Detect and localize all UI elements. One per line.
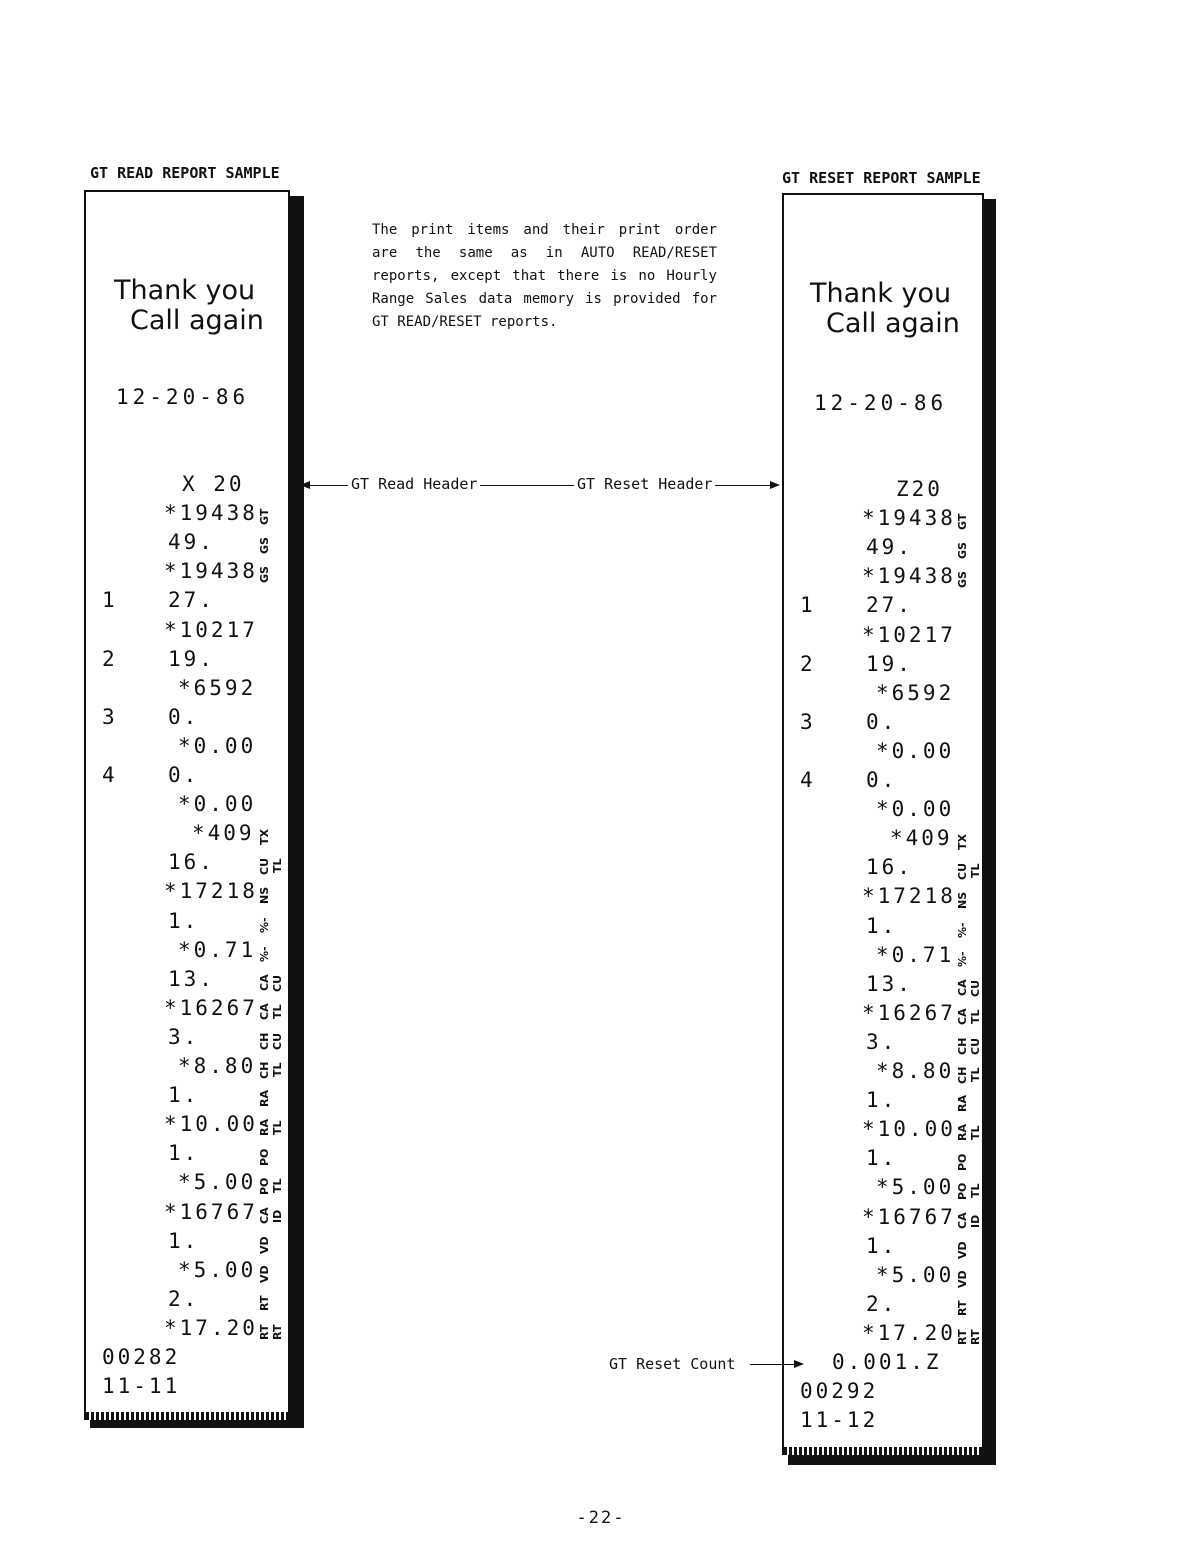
read-report-line-code: PO TL xyxy=(258,1177,284,1196)
read-report-line-code: RT RT xyxy=(258,1324,284,1340)
reset-report-line-code: CA TL xyxy=(956,1008,982,1026)
reset-report-line-code: CA CU xyxy=(956,979,982,997)
read-report-line-value: *5.00 xyxy=(178,1170,257,1195)
reset-report-line-value: *0.71 xyxy=(876,942,955,967)
read-report-line xyxy=(86,850,288,879)
read-report-line-code: GS xyxy=(258,537,271,555)
read-report-line xyxy=(86,647,288,676)
reset-report-line xyxy=(784,623,982,652)
read-thanks-line-2: Call again xyxy=(130,305,264,336)
reset-report-line-code xyxy=(956,685,976,709)
reset-report-title: GT RESET REPORT SAMPLE xyxy=(782,169,981,187)
reset-report-line-code: RA TL xyxy=(956,1124,982,1142)
read-report-line-value: 27. xyxy=(168,588,215,613)
read-header-arrow xyxy=(300,481,310,489)
read-report-line xyxy=(86,472,288,501)
read-report-line-code: CH CU xyxy=(258,1032,284,1050)
read-report-line-value: 16. xyxy=(168,850,215,875)
read-report-line-value: *17218 xyxy=(164,879,258,904)
reset-report-line xyxy=(784,1117,982,1146)
reset-report-line xyxy=(784,855,982,884)
read-report-line-code: %- xyxy=(258,945,271,962)
reset-report-line xyxy=(784,506,982,535)
read-report-line-value: *5.00 xyxy=(178,1257,257,1282)
read-report-line-code: CA TL xyxy=(258,1003,284,1021)
reset-report-line-code: CH TL xyxy=(956,1066,982,1084)
reset-report-line-value: 0. xyxy=(866,709,898,734)
read-report-line xyxy=(86,1200,288,1229)
reset-report-line-value: 3. xyxy=(866,1029,898,1054)
reset-report-line xyxy=(784,1205,982,1234)
reset-report-line-value: *8.80 xyxy=(876,1059,955,1083)
reset-report-line-code xyxy=(956,656,976,680)
reset-report-line xyxy=(784,1175,982,1204)
read-report-line-value: *16267 xyxy=(164,995,258,1020)
reset-report-line-code xyxy=(956,1412,976,1436)
reset-report-line-code: RT RT xyxy=(956,1329,982,1345)
reset-report-line xyxy=(784,1263,982,1292)
read-report-line-code xyxy=(258,738,278,762)
read-report-line-value: 0. xyxy=(168,763,200,787)
reset-report-line xyxy=(784,593,982,622)
read-report-line-value: *16767 xyxy=(164,1199,258,1224)
reset-report-line-code: GT xyxy=(956,513,969,531)
read-report-line-value: *0.71 xyxy=(178,937,257,962)
reset-report-line-code: GS xyxy=(956,542,969,560)
reset-report-line-code xyxy=(956,1354,976,1378)
reset-header-callout: GT Reset Header xyxy=(574,475,715,493)
read-report-line-code: CU TL xyxy=(258,857,284,875)
reset-report-line-code: CH CU xyxy=(956,1037,982,1055)
reset-report-line-code xyxy=(956,714,976,738)
read-report-line-value: *10217 xyxy=(164,617,258,642)
reset-report-line-code: VD xyxy=(956,1240,969,1259)
read-report-line-value: *8.80 xyxy=(178,1054,257,1078)
read-header-callout: GT Read Header xyxy=(348,475,480,493)
read-report-line-code: NS xyxy=(258,886,271,904)
reset-report-line-code: PO TL xyxy=(956,1182,982,1201)
reset-report-line-code: RT xyxy=(956,1300,969,1316)
reset-report-line-value: 16. xyxy=(866,855,913,880)
read-report-line-number: 1 xyxy=(102,588,115,613)
reset-report-line xyxy=(784,710,982,739)
reset-report-line-value: *19438 xyxy=(862,564,956,589)
read-report-line xyxy=(86,1170,288,1199)
read-report-line-code xyxy=(258,709,278,733)
reset-report-line xyxy=(784,972,982,1001)
reset-report-line-code: PO xyxy=(956,1153,969,1172)
read-report-line-code xyxy=(258,796,278,820)
reset-report-line-code xyxy=(956,1383,976,1407)
reset-report-line-code: RA xyxy=(956,1095,969,1113)
reset-report-line-value: *5.00 xyxy=(876,1175,955,1200)
read-report-line xyxy=(86,879,288,908)
reset-report-date: 12-20-86 xyxy=(814,391,948,415)
read-report-line-code xyxy=(258,592,278,616)
reset-report-line xyxy=(784,1292,982,1321)
read-report-line xyxy=(86,1316,288,1345)
read-report-line-value: 1. xyxy=(168,1141,200,1166)
reset-report-line-value: *16267 xyxy=(862,1000,956,1025)
reset-report-line xyxy=(784,797,982,826)
read-report-line xyxy=(86,1025,288,1054)
explanatory-note: The print items and their print order are the same as in AUTO READ/RESET reports, except that there is no Hourly Range Sales data memory is provided for GT READ/RESET reports. xyxy=(372,222,717,330)
read-report-line-code: CA CU xyxy=(258,974,284,992)
read-report-line xyxy=(86,1258,288,1287)
reset-report-line xyxy=(784,1379,982,1408)
reset-report-line xyxy=(784,1234,982,1263)
reset-receipt xyxy=(782,193,984,1455)
reset-report-line-code xyxy=(956,743,976,767)
read-report-line xyxy=(86,792,288,821)
reset-report-line-value: *10217 xyxy=(862,622,956,647)
read-report-line-value: 0. xyxy=(168,704,200,729)
read-report-line xyxy=(86,559,288,588)
read-report-line-code: GT xyxy=(258,508,271,526)
read-report-line xyxy=(86,1345,288,1374)
read-report-line-code: TX xyxy=(258,829,271,846)
reset-report-line-value: 2. xyxy=(866,1291,898,1316)
read-report-line-code: VD xyxy=(258,1235,271,1254)
read-report-line-code: PO xyxy=(258,1148,271,1167)
reset-report-line-value: 19. xyxy=(866,651,913,676)
read-report-line-code: VD xyxy=(258,1264,271,1283)
read-report-line-value: *19438 xyxy=(164,501,258,526)
reset-report-line-code: VD xyxy=(956,1269,969,1288)
read-report-line-value: *6592 xyxy=(178,675,257,700)
reset-report-line xyxy=(784,768,982,797)
read-receipt-tear-edge xyxy=(86,1412,288,1420)
read-report-line-value: 2. xyxy=(168,1286,200,1311)
reset-report-line-value: 1. xyxy=(866,1146,898,1171)
reset-report-line-number: 2 xyxy=(800,651,813,676)
read-report-line xyxy=(86,996,288,1025)
read-report-date: 12-20-86 xyxy=(116,385,250,409)
reset-report-line-code: GS xyxy=(956,571,969,589)
reset-report-line-value: 27. xyxy=(866,593,913,618)
reset-report-line-number: 1 xyxy=(800,593,813,618)
read-report-line xyxy=(86,1054,288,1083)
read-report-line-value: *409 xyxy=(192,821,255,846)
read-report-line-value: 49. xyxy=(168,530,215,555)
reset-report-line-value: *19438 xyxy=(862,506,956,531)
read-report-line-value: 1. xyxy=(168,1228,200,1253)
reset-report-line-value: 13. xyxy=(866,971,913,996)
reset-report-line-value: *0.00 xyxy=(876,738,955,763)
reset-report-line-value: *16767 xyxy=(862,1204,956,1229)
page-number: -22- xyxy=(576,1508,626,1528)
read-report-line-value: X 20 xyxy=(182,472,245,496)
read-report-line-value: 00282 xyxy=(102,1345,181,1369)
reset-report-line xyxy=(784,1001,982,1030)
reset-report-line xyxy=(784,826,982,855)
read-report-line-value: *0.00 xyxy=(178,792,257,817)
reset-report-line-value: 1. xyxy=(866,913,898,938)
reset-report-line xyxy=(784,477,982,506)
read-report-line-code: RT xyxy=(258,1295,271,1311)
read-report-line-code xyxy=(258,622,278,646)
reset-count-arrow xyxy=(794,1360,804,1368)
read-report-line xyxy=(86,1141,288,1170)
read-report-line xyxy=(86,909,288,938)
read-report-line-value: 1. xyxy=(168,908,200,933)
reset-report-line-value: 1. xyxy=(866,1233,898,1258)
read-report-line xyxy=(86,1374,288,1403)
reset-report-line-code xyxy=(956,627,976,651)
read-report-line xyxy=(86,967,288,996)
read-report-line-value: *10.00 xyxy=(164,1112,258,1137)
reset-report-line xyxy=(784,535,982,564)
read-receipt xyxy=(84,190,290,1420)
read-report-line-value: *0.00 xyxy=(178,733,257,758)
read-report-line-value: 3. xyxy=(168,1024,200,1049)
reset-report-line-code: CA ID xyxy=(956,1212,982,1229)
read-report-line-number: 3 xyxy=(102,704,115,729)
reset-report-line xyxy=(784,1350,982,1379)
read-report-line xyxy=(86,530,288,559)
reset-header-arrow xyxy=(770,481,780,489)
reset-report-line xyxy=(784,914,982,943)
reset-report-line xyxy=(784,1321,982,1350)
read-report-line-code: %- xyxy=(258,916,271,933)
reset-report-line xyxy=(784,681,982,710)
reset-report-line-value: *10.00 xyxy=(862,1117,956,1142)
reset-report-line-value: *0.00 xyxy=(876,797,955,822)
reset-report-line-value: *5.00 xyxy=(876,1262,955,1287)
reset-count-line xyxy=(750,1364,796,1365)
reset-report-line-code: %- xyxy=(956,950,969,967)
reset-report-line xyxy=(784,739,982,768)
read-report-line xyxy=(86,588,288,617)
reset-report-line-value: Z20 xyxy=(896,477,943,501)
reset-report-line-code xyxy=(956,801,976,825)
reset-report-line xyxy=(784,1030,982,1059)
read-report-line-code xyxy=(258,767,278,791)
reset-report-line-value: *17218 xyxy=(862,884,956,909)
reset-report-line xyxy=(784,884,982,913)
reset-report-line-value: 00292 xyxy=(800,1379,879,1404)
reset-count-callout: GT Reset Count xyxy=(606,1355,738,1373)
reset-report-line-value: *409 xyxy=(890,826,953,851)
reset-report-line-number: 3 xyxy=(800,709,813,734)
reset-report-line-value: 49. xyxy=(866,535,913,560)
reset-receipt-tear-edge xyxy=(784,1447,982,1455)
read-report-line-code xyxy=(258,1349,278,1373)
reset-report-line xyxy=(784,1408,982,1437)
read-report-line-code: CH TL xyxy=(258,1061,284,1079)
reset-report-line-value: *6592 xyxy=(876,680,955,705)
reset-report-line-number: 4 xyxy=(800,768,813,792)
reset-report-line-code xyxy=(956,772,976,796)
read-report-line xyxy=(86,705,288,734)
read-report-line-number: 4 xyxy=(102,763,115,787)
reset-report-line xyxy=(784,652,982,681)
reset-report-line-code xyxy=(956,597,976,621)
read-report-line-number: 2 xyxy=(102,646,115,671)
read-report-line xyxy=(86,618,288,647)
read-report-line-value: 1. xyxy=(168,1083,200,1108)
read-thanks-line-1: Thank you xyxy=(114,275,256,306)
read-report-line-code xyxy=(258,680,278,704)
read-report-line-value: *19438 xyxy=(164,559,258,584)
read-report-line xyxy=(86,1112,288,1141)
read-report-line xyxy=(86,938,288,967)
read-report-line-value: *17.20 xyxy=(164,1315,258,1340)
read-report-line-value: 13. xyxy=(168,966,215,991)
reset-report-line-value: 0. xyxy=(866,768,898,792)
read-report-line xyxy=(86,676,288,705)
reset-report-line-code: NS xyxy=(956,891,969,909)
read-report-line xyxy=(86,821,288,850)
read-report-line-code xyxy=(258,651,278,675)
read-report-line-value: 19. xyxy=(168,646,215,671)
read-report-title: GT READ REPORT SAMPLE xyxy=(90,164,280,182)
read-report-line xyxy=(86,1229,288,1258)
reset-report-line-value: 11-12 xyxy=(800,1408,879,1433)
reset-report-line-value: *17.20 xyxy=(862,1320,956,1345)
read-report-line-code: CA ID xyxy=(258,1207,284,1224)
reset-report-line xyxy=(784,943,982,972)
read-report-line-code xyxy=(258,1378,278,1402)
reset-report-line xyxy=(784,1146,982,1175)
read-report-line-value: 11-11 xyxy=(102,1374,181,1399)
read-report-line xyxy=(86,734,288,763)
reset-report-line-code: TX xyxy=(956,834,969,851)
read-report-line xyxy=(86,501,288,530)
reset-report-line-value: 0.001.Z xyxy=(832,1350,942,1374)
read-report-line-code: RA xyxy=(258,1090,271,1108)
reset-report-line xyxy=(784,1088,982,1117)
reset-report-line-code: CU TL xyxy=(956,862,982,880)
reset-report-line xyxy=(784,564,982,593)
reset-report-line xyxy=(784,1059,982,1088)
reset-thanks-line-2: Call again xyxy=(826,308,960,339)
read-report-line-code: GS xyxy=(258,566,271,584)
reset-thanks-line-1: Thank you xyxy=(810,278,952,309)
read-report-line xyxy=(86,1287,288,1316)
reset-report-line-value: 1. xyxy=(866,1088,898,1113)
read-report-line xyxy=(86,1083,288,1112)
read-report-line-code xyxy=(258,476,278,500)
read-report-line-code: RA TL xyxy=(258,1119,284,1137)
reset-report-line-code: %- xyxy=(956,921,969,938)
read-report-line xyxy=(86,763,288,792)
reset-report-line-code xyxy=(956,481,976,505)
